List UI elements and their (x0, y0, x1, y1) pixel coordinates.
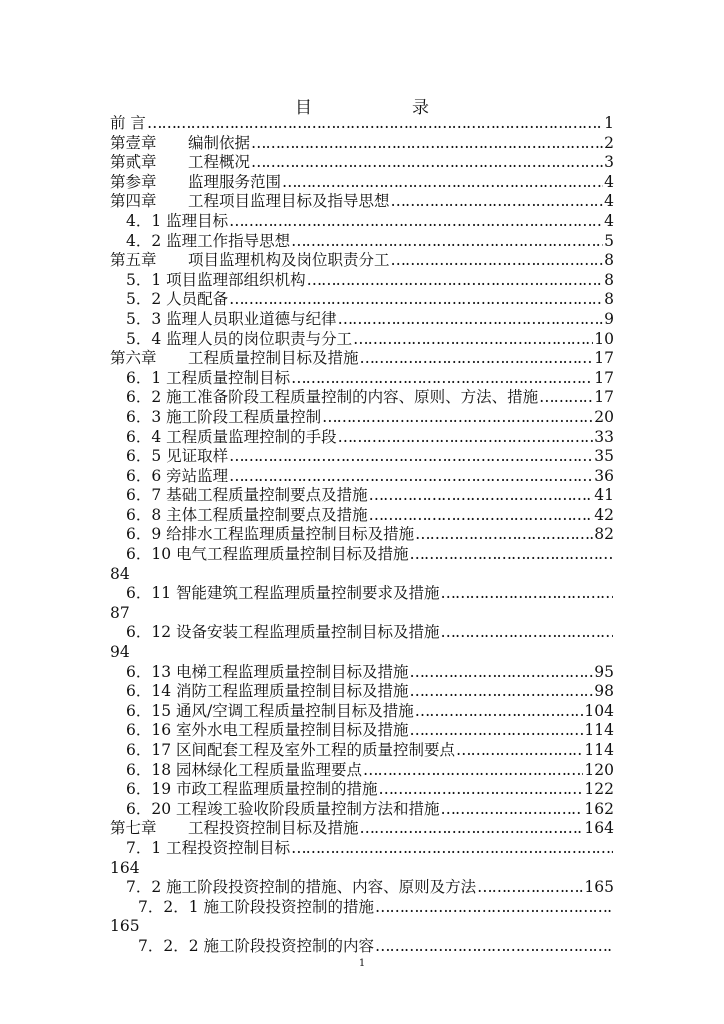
toc-dot-leader (360, 819, 584, 839)
toc-chapter-number: 第六章 (110, 349, 157, 368)
toc-entry-label (126, 506, 368, 526)
toc-entry-text: 工程投资控制目标及措施 (188, 819, 359, 838)
toc-entry-text: 6．20 工程竣工验收阶段质量控制方法和措施 (126, 799, 440, 818)
toc-entry-text: 工程质量控制目标及措施 (188, 349, 359, 368)
toc-dot-leader (375, 898, 613, 918)
toc-entry-label (126, 741, 455, 761)
toc-entry-text: 7．2．2 施工阶段投资控制的内容 (138, 936, 375, 955)
toc-entry[interactable] (110, 349, 614, 369)
toc-page-number: 10 (594, 329, 614, 348)
toc-entry-text: 编制依据 (188, 133, 251, 152)
toc-entry[interactable] (110, 761, 614, 781)
toc-entry[interactable] (110, 310, 614, 330)
toc-entry-label (126, 702, 414, 722)
toc-entry-text: 6．8 主体工程质量控制要点及措施 (126, 505, 368, 524)
toc-dot-leader (410, 721, 584, 741)
toc-entry[interactable] (110, 271, 614, 291)
toc-entry[interactable] (110, 290, 614, 310)
toc-entry-label (126, 467, 228, 487)
toc-entry-label (126, 878, 476, 898)
toc-entry[interactable] (110, 330, 614, 350)
toc-entry[interactable] (110, 878, 614, 898)
toc-page-number: 87 (110, 603, 130, 622)
toc-entry-text: 6．16 室外水电工程质量控制目标及措施 (126, 721, 409, 740)
toc-entry[interactable] (110, 741, 614, 761)
toc-entry-text: 6．19 市政工程监理质量控制的措施 (126, 780, 378, 799)
toc-entry[interactable] (110, 467, 614, 487)
toc-entry-text: 6．5 见证取样 (126, 447, 229, 466)
toc-entry-text: 4．1 监理目标 (126, 211, 229, 230)
toc-entry-text: 工程项目监理目标及指导思想 (188, 192, 390, 211)
toc-entry-label (126, 428, 337, 448)
page-title: 目 录 (295, 98, 451, 118)
toc-dot-leader (229, 447, 593, 467)
toc-dot-leader (291, 232, 603, 252)
toc-entry-label (126, 545, 409, 565)
toc-entry[interactable] (110, 251, 614, 271)
toc-entry-label (126, 525, 414, 545)
toc-dot-leader (415, 702, 584, 722)
toc-entry-text: 6．4 工程质量监理控制的手段 (126, 427, 337, 446)
toc-page-number: 95 (594, 662, 614, 681)
toc-page-number: 8 (604, 251, 614, 270)
toc-entry-label (126, 447, 228, 467)
toc-dot-leader (477, 878, 583, 898)
toc-entry[interactable] (110, 134, 614, 154)
toc-entry[interactable] (110, 232, 614, 252)
toc-entry-text: 6．9 给排水工程监理质量控制目标及措施 (126, 525, 415, 544)
toc-entry[interactable] (110, 408, 614, 428)
toc-entry-label (138, 937, 374, 957)
toc-entry-label (110, 153, 250, 173)
toc-page-number: 4 (604, 192, 614, 211)
table-of-contents (110, 114, 614, 957)
toc-dot-leader (251, 153, 603, 173)
toc-dot-leader (410, 663, 594, 683)
toc-entry-label (126, 663, 409, 683)
toc-page-number: 164 (110, 858, 140, 877)
toc-page-number: 114 (584, 721, 614, 740)
toc-page-number: 165 (110, 917, 140, 936)
toc-entry[interactable] (110, 428, 614, 448)
toc-entry[interactable] (110, 506, 614, 526)
toc-entry-label (126, 232, 290, 252)
toc-entry-text: 6．12 设备安装工程监理质量控制目标及措施 (126, 623, 440, 642)
toc-page-number: 42 (594, 505, 614, 524)
toc-page-number: 4 (604, 211, 614, 230)
toc-entry[interactable] (110, 212, 614, 232)
toc-entry[interactable] (110, 721, 614, 741)
toc-entry[interactable] (110, 388, 614, 408)
toc-dot-leader (282, 173, 603, 193)
toc-entry-label (110, 114, 146, 134)
toc-dot-leader (307, 271, 603, 291)
toc-entry-text: 前 言 (110, 114, 146, 132)
page-number: 1 (358, 958, 366, 969)
toc-entry-label (126, 780, 378, 800)
toc-entry-text: 4．2 监理工作指导思想 (126, 231, 291, 250)
toc-entry[interactable] (110, 545, 614, 584)
toc-entry-label (110, 251, 390, 271)
toc-page-number: 35 (594, 447, 614, 466)
toc-dot-leader (369, 506, 594, 526)
toc-entry-text: 6．3 施工阶段工程质量控制 (126, 407, 322, 426)
toc-dot-leader (410, 545, 613, 565)
toc-dot-leader (338, 310, 603, 330)
toc-dot-leader (375, 937, 613, 957)
toc-entry-text: 6．2 施工准备阶段工程质量控制的内容、原则、方法、措施 (126, 388, 539, 407)
toc-entry-text: 6．15 通风/空调工程质量控制目标及措施 (126, 701, 414, 720)
toc-entry-label (126, 584, 440, 604)
toc-dot-leader (441, 800, 584, 820)
toc-entry-text: 6．11 智能建筑工程监理质量控制要求及措施 (126, 584, 440, 603)
toc-page-number: 17 (594, 349, 614, 368)
toc-entry[interactable] (110, 525, 614, 545)
toc-page-number: 4 (604, 172, 614, 191)
toc-entry[interactable] (110, 447, 614, 467)
toc-entry[interactable] (110, 800, 614, 820)
toc-entry-text: 工程概况 (188, 153, 251, 172)
toc-entry-label (126, 330, 352, 350)
toc-entry-label (126, 212, 228, 232)
toc-entry-label (126, 369, 290, 389)
toc-page-number: 164 (584, 819, 614, 838)
toc-dot-leader (415, 525, 593, 545)
toc-entry-label (126, 271, 306, 291)
toc-entry[interactable] (110, 114, 614, 134)
toc-entry-text: 5．3 监理人员职业道德与纪律 (126, 309, 337, 328)
toc-page-number: 17 (594, 388, 614, 407)
toc-dot-leader (391, 192, 604, 212)
toc-entry-label (126, 682, 409, 702)
toc-page-number: 162 (584, 799, 614, 818)
toc-page-number: 33 (594, 427, 614, 446)
toc-page-number: 2 (604, 133, 614, 152)
toc-entry-text: 6．10 电气工程监理质量控制目标及措施 (126, 545, 409, 564)
toc-dot-leader (229, 290, 603, 310)
toc-chapter-number: 第七章 (110, 819, 157, 838)
toc-entry-label (126, 408, 321, 428)
toc-page-number: 165 (584, 878, 614, 897)
toc-page-number: 8 (604, 290, 614, 309)
toc-entry[interactable] (110, 819, 614, 839)
toc-dot-leader (291, 369, 593, 389)
toc-entry-label (110, 819, 359, 839)
toc-page-number: 17 (594, 368, 614, 387)
toc-chapter-number: 第壹章 (110, 133, 157, 152)
toc-entry-text: 5．1 项目监理部组织机构 (126, 270, 306, 289)
toc-page-number: 3 (604, 153, 614, 172)
toc-entry-label (126, 290, 228, 310)
toc-dot-leader (338, 428, 594, 448)
toc-chapter-number: 第贰章 (110, 153, 157, 172)
toc-entry-text: 6．17 区间配套工程及室外工程的质量控制要点 (126, 741, 456, 759)
toc-dot-leader (369, 486, 594, 506)
toc-entry[interactable] (110, 623, 614, 662)
toc-page-number: 104 (584, 701, 614, 720)
toc-entry[interactable] (110, 192, 614, 212)
toc-entry-text: 项目监理机构及岗位职责分工 (188, 251, 390, 270)
toc-entry[interactable] (110, 780, 614, 800)
toc-dot-leader (379, 780, 584, 800)
toc-dot-leader (391, 251, 604, 271)
toc-page-number: 36 (594, 466, 614, 485)
toc-entry-text: 5．4 监理人员的岗位职责与分工 (126, 329, 353, 348)
toc-entry-label (138, 898, 374, 918)
toc-entry[interactable] (110, 839, 614, 878)
toc-dot-leader (360, 349, 594, 369)
toc-dot-leader (539, 388, 593, 408)
toc-dot-leader (441, 584, 613, 604)
toc-dot-leader (410, 682, 594, 702)
toc-entry[interactable] (110, 584, 614, 623)
toc-entry-text: 监理服务范围 (188, 172, 282, 191)
toc-page-number: 84 (110, 564, 130, 583)
toc-entry-text: 6．7 基础工程质量控制要点及措施 (126, 486, 368, 505)
toc-entry-label (126, 839, 290, 859)
toc-entry-text: 5．2 人员配备 (126, 290, 229, 309)
toc-dot-leader (363, 761, 583, 781)
toc-page-number: 41 (594, 486, 614, 505)
toc-entry-text: 7．1 工程投资控制目标 (126, 838, 291, 857)
toc-dot-leader (229, 212, 603, 232)
toc-dot-leader (353, 330, 593, 350)
toc-entry-text: 7．2．1 施工阶段投资控制的措施 (138, 897, 375, 916)
toc-dot-leader (251, 134, 603, 154)
toc-chapter-number: 第四章 (110, 192, 157, 211)
toc-entry[interactable] (110, 369, 614, 389)
toc-entry[interactable] (110, 682, 614, 702)
toc-entry-label (110, 192, 390, 212)
toc-entry-text: 6．6 旁站监理 (126, 466, 229, 485)
toc-entry-text: 7．2 施工阶段投资控制的措施、内容、原则及方法 (126, 878, 477, 897)
toc-entry[interactable] (110, 486, 614, 506)
toc-entry-label (126, 310, 337, 330)
toc-entry[interactable] (110, 702, 614, 722)
toc-dot-leader (441, 623, 613, 643)
toc-entry-label (126, 800, 440, 820)
toc-entry-label (126, 761, 362, 781)
toc-page-number: 122 (584, 780, 614, 799)
toc-entry-label (126, 388, 538, 408)
toc-dot-leader (291, 839, 613, 859)
toc-dot-leader (456, 741, 583, 761)
toc-entry-text: 6．18 园林绿化工程质量监理要点 (126, 760, 363, 779)
toc-page-number: 98 (594, 682, 614, 701)
toc-entry-text: 6．13 电梯工程监理质量控制目标及措施 (126, 662, 409, 681)
toc-page-number: 94 (110, 643, 130, 662)
toc-entry[interactable] (110, 663, 614, 683)
toc-entry-label (110, 173, 281, 193)
toc-chapter-number: 第参章 (110, 172, 157, 191)
toc-entry-label (110, 349, 359, 369)
toc-page-number: 114 (584, 741, 614, 759)
toc-page-number: 1 (604, 114, 614, 132)
toc-page-number: 20 (594, 407, 614, 426)
toc-dot-leader (229, 467, 593, 487)
toc-entry-text: 6．14 消防工程监理质量控制目标及措施 (126, 682, 409, 701)
toc-page-number: 8 (604, 270, 614, 289)
toc-page-number: 120 (584, 760, 614, 779)
toc-entry[interactable] (110, 898, 614, 937)
toc-entry-label (126, 486, 368, 506)
toc-chapter-number: 第五章 (110, 251, 157, 270)
toc-entry[interactable] (110, 173, 614, 193)
toc-entry-label (126, 721, 409, 741)
toc-entry[interactable] (110, 937, 614, 957)
toc-page-number: 9 (604, 309, 614, 328)
toc-entry-text: 6．1 工程质量控制目标 (126, 368, 291, 387)
toc-entry[interactable] (110, 153, 614, 173)
toc-entry-label (110, 134, 250, 154)
toc-dot-leader (147, 114, 603, 134)
toc-dot-leader (322, 408, 593, 428)
toc-page-number: 82 (594, 525, 614, 544)
toc-page-number: 5 (604, 231, 614, 250)
toc-entry-label (126, 623, 440, 643)
